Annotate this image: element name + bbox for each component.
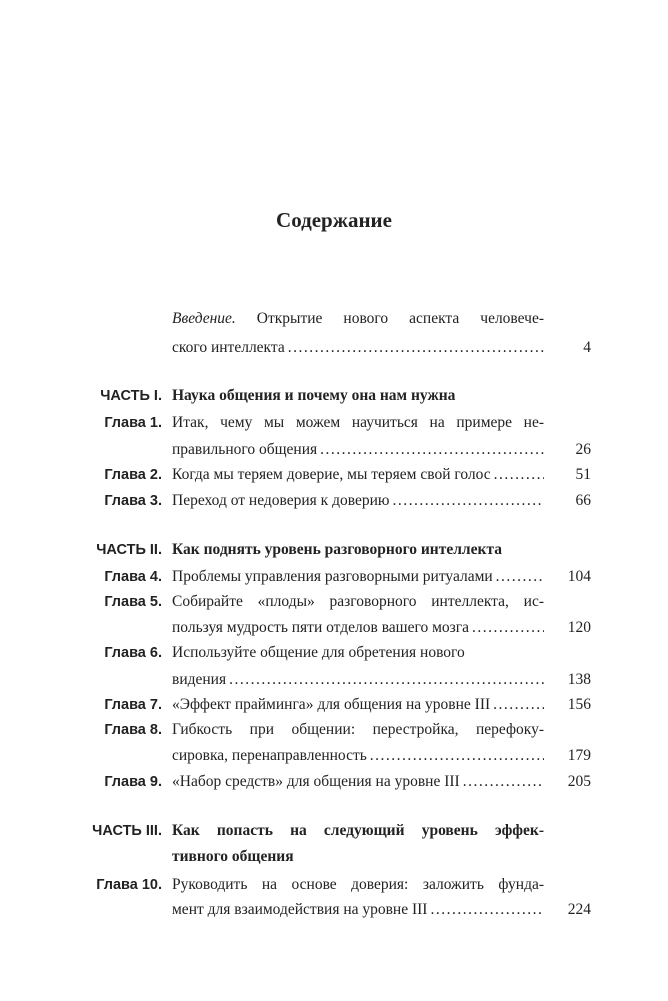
chapter-5-line-1: Собирайте «плоды» разговорного интеллекта, ис- [172, 593, 544, 610]
chapter-2-line-1-text: Когда мы теряем доверие, мы теряем свой голос [172, 466, 491, 483]
chapter-4-label: Глава 4. [104, 569, 162, 585]
chapter-1-entry-cont [0, 439, 668, 461]
chapter-5-entry-cont [0, 617, 668, 639]
chapter-4-page: 104 [567, 568, 591, 585]
chapter-9-label: Глава 9. [104, 774, 162, 790]
chapter-7-page: 156 [567, 696, 591, 713]
chapter-9-line-1 [172, 771, 544, 793]
part-2-heading [0, 539, 668, 561]
chapter-9-page: 205 [567, 773, 591, 790]
chapter-10-entry [0, 874, 668, 896]
part-3-label: ЧАСТЬ III. [92, 823, 162, 839]
leader-dots [392, 490, 544, 512]
page-title: Содержание [276, 208, 392, 232]
leader-dots [463, 771, 544, 793]
chapter-5-label: Глава 5. [104, 594, 162, 610]
chapter-1-entry [0, 412, 668, 434]
intro-line-1 [172, 308, 544, 330]
chapter-6-page: 138 [567, 671, 591, 688]
chapter-10-line-2 [172, 899, 544, 921]
leader-dots [493, 694, 544, 716]
part-2-label: ЧАСТЬ II. [96, 542, 162, 558]
chapter-6-label: Глава 6. [104, 645, 162, 661]
chapter-6-line-2 [172, 669, 544, 691]
chapter-2-entry [0, 464, 668, 486]
chapter-4-line-1-text: Проблемы управления разговорными ритуалами [172, 568, 493, 585]
intro-label: Введение. [172, 310, 236, 327]
chapter-1-line-2-text: правильного общения [172, 441, 318, 458]
chapter-9-line-1-text: «Набор средств» для общения на уровне III [172, 773, 460, 790]
part-3-heading [0, 820, 668, 842]
chapter-6-line-2-text: видения [172, 671, 227, 688]
chapter-5-line-2 [172, 617, 544, 639]
chapter-1-line-2 [172, 439, 544, 461]
chapter-3-page: 66 [575, 492, 591, 509]
chapter-8-entry [0, 719, 668, 741]
part-3-title-line-2: тивного общения [172, 848, 294, 865]
chapter-6-line-1: Используйте общение для обретения нового [172, 644, 465, 661]
leader-dots [430, 899, 544, 921]
chapter-7-label: Глава 7. [104, 697, 162, 713]
intro-line-2-text: ского интеллекта [172, 339, 285, 356]
chapter-3-line-1 [172, 490, 544, 512]
leader-dots [229, 669, 544, 691]
chapter-7-entry [0, 694, 668, 716]
intro-line-1-text: Открытие нового аспекта человече- [235, 310, 544, 327]
part-2-title: Как поднять уровень разговорного интеллекта [172, 541, 502, 558]
chapter-10-entry-cont [0, 899, 668, 921]
chapter-5-entry [0, 591, 668, 613]
chapter-8-page: 179 [567, 747, 591, 764]
chapter-6-entry-cont [0, 669, 668, 691]
part-3-title-line-1: Как попасть на следующий уровень эффек- [172, 822, 544, 839]
chapter-7-line-1 [172, 694, 544, 716]
chapter-2-page: 51 [575, 466, 591, 483]
chapter-3-label: Глава 3. [104, 493, 162, 509]
leader-dots [370, 745, 544, 767]
chapter-1-label: Глава 1. [104, 415, 162, 431]
chapter-8-label: Глава 8. [104, 722, 162, 738]
chapter-8-line-2 [172, 745, 544, 767]
chapter-7-line-1-text: «Эффект прайминга» для общения на уровне III [172, 696, 491, 713]
chapter-10-label: Глава 10. [96, 877, 162, 893]
chapter-8-line-2-text: сировка, перенаправленность [172, 747, 367, 764]
chapter-6-entry [0, 642, 668, 664]
part-3-heading-cont [0, 846, 668, 868]
chapter-5-line-2-text: пользуя мудрость пяти отделов вашего мозга [172, 619, 470, 636]
chapter-10-page: 224 [567, 901, 591, 918]
part-1-title: Наука общения и почему она нам нужна [172, 387, 456, 404]
leader-dots [288, 337, 544, 359]
chapter-3-line-1-text: Переход от недоверия к доверию [172, 492, 390, 509]
chapter-1-page: 26 [575, 441, 591, 458]
chapter-1-line-1: Итак, чему мы можем научиться на примере не- [172, 414, 544, 431]
chapter-10-line-2-text: мент для взаимодействия на уровне III [172, 901, 428, 918]
leader-dots [494, 464, 544, 486]
leader-dots [472, 617, 544, 639]
intro-page: 4 [583, 339, 591, 356]
part-1-heading [0, 385, 668, 407]
part-1-label: ЧАСТЬ I. [100, 388, 162, 404]
leader-dots [496, 566, 544, 588]
chapter-4-entry [0, 566, 668, 588]
chapter-2-line-1 [172, 464, 544, 486]
chapter-8-entry-cont [0, 745, 668, 767]
chapter-3-entry [0, 490, 668, 512]
chapter-4-line-1 [172, 566, 544, 588]
chapter-2-label: Глава 2. [104, 467, 162, 483]
chapter-10-line-1: Руководить на основе доверия: заложить фунда- [172, 876, 544, 893]
intro-line-2 [172, 337, 544, 359]
intro-entry-cont [0, 337, 668, 359]
chapter-5-page: 120 [567, 619, 591, 636]
chapter-8-line-1: Гибкость при общении: перестройка, перефоку- [172, 721, 544, 738]
leader-dots [320, 439, 544, 461]
chapter-9-entry [0, 771, 668, 793]
intro-entry [0, 308, 668, 330]
